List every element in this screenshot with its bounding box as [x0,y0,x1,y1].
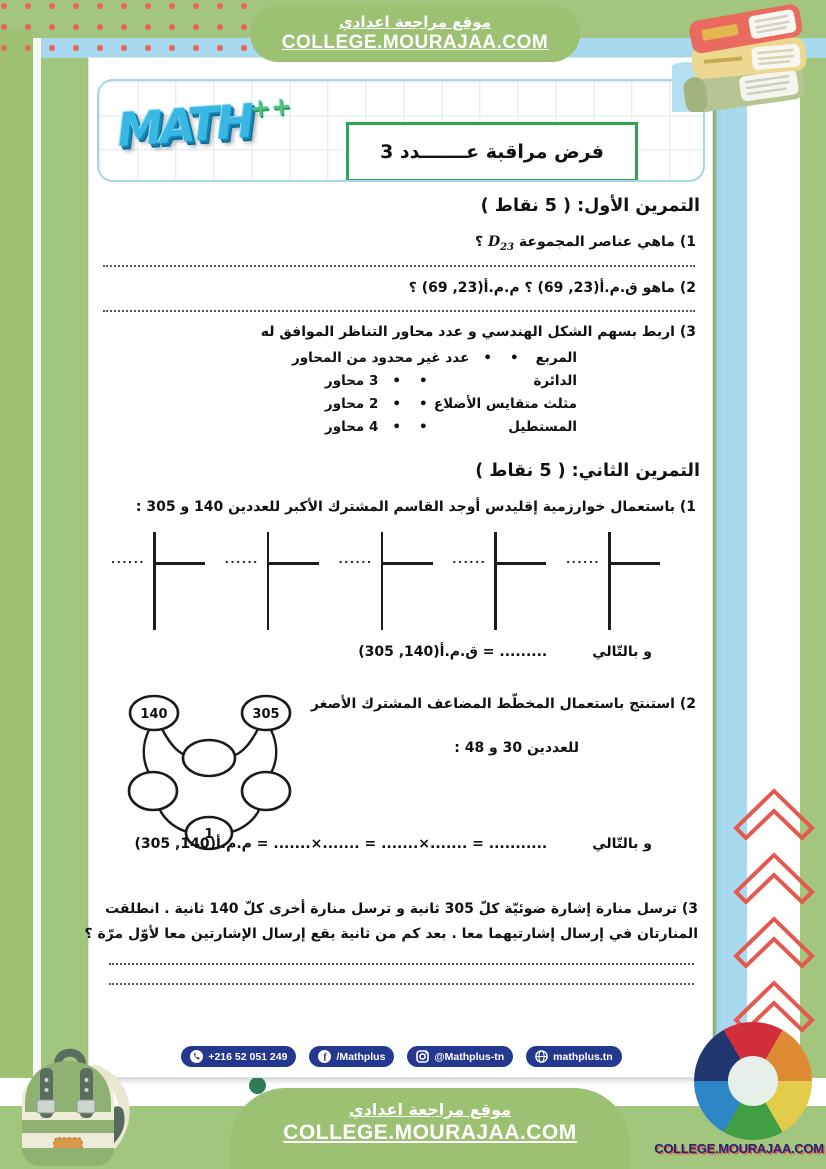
division-dots: ...... [566,553,601,566]
chevron-pattern [731,786,817,1042]
whatsapp-badge[interactable] [181,1046,296,1067]
match-bullet: • [392,395,401,412]
shape-item: مثلث متقايس الأضلاع [433,395,577,412]
division-dots: ...... [224,553,259,566]
answer-dotted-line [103,265,695,267]
facebook-icon [318,1050,331,1063]
match-bullet: • [392,372,401,389]
facebook-badge[interactable] [309,1046,394,1067]
bottom-banner-site-url: COLLEGE.MOURAJAA.COM [283,1121,577,1144]
instagram-icon [416,1050,429,1063]
left-green-strip [0,30,33,1078]
worksheet-header-box [97,79,705,182]
exam-title: فرض مراقبة عـــــــدد 3 [380,141,604,163]
match-bullet: • [392,418,401,435]
match-row [292,415,577,438]
division-frame [564,532,664,630]
ex2-question2-line2: للعددين 30 و 48 : [454,740,579,756]
ex1-question1-text: 1) ماهي عناصر المجموعة [518,234,696,250]
left-white-stripe [33,38,41,1078]
backpack-illustration [0,1040,150,1169]
division-frame [109,532,209,630]
match-bullet: • [419,395,428,412]
axes-item: 2 محاور [324,395,379,412]
mathplus-logo-word: MATH [115,93,254,158]
bottom-banner-title: موقع مراجعة اعدادي [348,1100,512,1119]
social-badges-row [89,1046,714,1067]
conclusion-line-gcd [358,644,652,660]
exercise1-title: التمرين الأول: ( 5 نقاط ) [480,196,700,216]
division-dots: ...... [111,553,146,566]
worksheet-paper [84,57,713,1078]
polka-dots-pattern [0,0,252,60]
books-stack-illustration [672,0,826,112]
ex2-question3-line2: المنارتان في إرسال إشارتيهما معا . بعد كم من ثانية يقع إرسال الإشارتين معا لأوّل مرّة ؟ [84,926,698,942]
shape-item: المستطيل [508,418,577,435]
plus-plus-icon: ++ [248,90,293,123]
instagram-badge[interactable] [407,1046,513,1067]
shape-item: الدائرة [533,372,577,389]
shape-item: المربع [535,349,577,366]
match-bullet: • [509,349,519,366]
division-dots: ...... [338,553,373,566]
conclusion-body: ........... = .......×....... = .......×....... = م.م.أ(140, 305) [134,836,548,852]
question-mark: ؟ [474,234,484,250]
match-bullet: • [483,349,492,366]
match-bullet: • [419,418,428,435]
division-dots: ...... [452,553,487,566]
conclusion-intro: و بالتّالي [592,644,652,660]
ex1-question2: 2) ماهو ق.م.أ(23, 69) ؟ م.م.أ(23, 69) ؟ [408,280,696,296]
match-row [292,392,577,415]
division-frames [109,532,664,630]
match-row [292,369,577,392]
conclusion-intro: و بالتّالي [592,836,652,852]
division-frame [450,532,550,630]
bottom-banner-arch [230,1088,630,1169]
exercise2-title: التمرين الثاني: ( 5 نقاط ) [475,461,700,481]
badge-label: mathplus.tn [553,1050,613,1063]
chevron-up-icon [731,914,817,972]
set-symbol: $D_{23}$ [487,234,515,253]
division-frame [223,532,323,630]
axes-item: عدد غير محدود من المحاور [292,349,470,366]
svg-text:f: f [323,1052,328,1063]
ex1-question1 [475,234,696,253]
chevron-up-icon [731,850,817,908]
globe-icon [535,1050,548,1063]
conclusion-body: ......... = ق.م.أ(140, 305) [358,644,548,660]
answer-dotted-line [109,963,694,965]
diagram-node-305: 305 [252,707,280,722]
chevron-up-icon [731,786,817,844]
badge-label: +216 52 051 249 [208,1050,288,1063]
ex2-question3-line1: 3) ترسل منارة إشارة ضوئيّة كلّ 305 ثانية و ترسل منارة أخرى كلّ 140 ثانية . انطلقت [105,901,698,917]
diagram-node-1: 1 [204,827,214,842]
badge-label: @Mathplus-tn [434,1050,505,1063]
match-row [292,346,577,369]
top-banner-site-url: COLLEGE.MOURAJAA.COM [281,32,549,53]
top-banner-pill [250,5,580,62]
badge-label: /Mathplus [336,1050,386,1063]
matching-exercise [292,346,577,438]
website-badge[interactable] [526,1046,622,1067]
ex2-question1: 1) باستعمال خوارزمية إقليدس أوجد القاسم المشترك الأكبر للعددين 140 و 305 : [135,499,696,515]
axes-item: 3 محاور [324,372,379,389]
answer-dotted-line [109,983,694,985]
answer-dotted-line [103,310,695,312]
corner-site-url: COLLEGE.MOURAJAA.COM [654,1141,824,1156]
subjects-ring-logo [694,1022,812,1140]
whatsapp-icon [190,1050,203,1063]
diagram-node-140: 140 [140,707,168,722]
division-frame [337,532,437,630]
ex1-question3: 3) اربط بسهم الشكل الهندسي و عدد محاور التناظر الموافق له [260,324,696,340]
match-bullet: • [419,372,428,389]
ex2-question2-line1: 2) استنتج باستعمال المخطّط المضاعف المشترك الأصغر [310,696,696,712]
axes-item: 4 محاور [324,418,379,435]
conclusion-line-lcm [135,836,653,852]
exam-title-box [346,122,638,182]
mathplus-logo [115,91,294,157]
top-banner-title: موقع مراجعة اعدادي [339,13,491,31]
